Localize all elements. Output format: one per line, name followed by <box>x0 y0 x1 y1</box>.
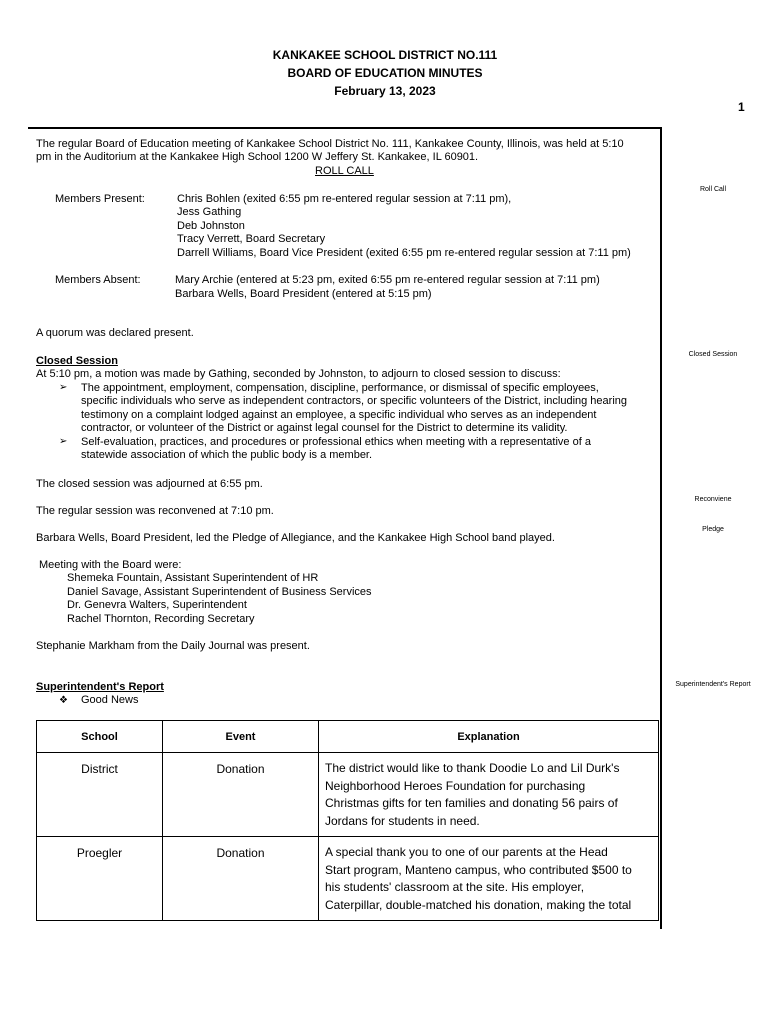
closed-session-reason: statewide association of which the public body is a member. <box>81 449 373 461</box>
cell-event: Donation <box>163 837 319 921</box>
cell-explanation <box>319 753 659 837</box>
explanation-line: Jordans for students in need. <box>325 813 480 828</box>
district-name: KANKAKEE SCHOOL DISTRICT NO.111 <box>272 48 498 62</box>
table-header-row <box>37 721 659 753</box>
margin-note-reconvene: Reconviene <box>694 496 732 503</box>
cell-school: District <box>37 753 163 837</box>
closed-session-motion: At 5:10 pm, a motion was made by Gathing, seconded by Johnston, to adjourn to closed session to discuss: <box>36 368 561 380</box>
adjourned-statement: The closed session was adjourned at 6:55 pm. <box>36 478 263 490</box>
document-title: BOARD OF EDUCATION MINUTES <box>287 66 483 80</box>
good-news-label: Good News <box>81 694 139 706</box>
page-number: 1 <box>738 100 745 114</box>
cell-event: Donation <box>163 753 319 837</box>
closed-session-reason: The appointment, employment, compensation, discipline, performance, or dismissal of specific employees, <box>81 382 599 394</box>
explanation-line: The district would like to thank Doodie Lo and Lil Durk's <box>325 761 620 775</box>
table-row <box>37 753 659 837</box>
margin-note-closed-session: Closed Session <box>688 351 738 358</box>
column-header-explanation: Explanation <box>319 721 659 753</box>
column-header-school: School <box>37 721 163 753</box>
members-present-label: Members Present: <box>55 193 145 205</box>
pledge-statement: Barbara Wells, Board President, led the Pledge of Allegiance, and the Kankakee High School band played. <box>36 532 555 544</box>
column-header-event: Event <box>163 721 319 753</box>
cell-school: Proegler <box>37 837 163 921</box>
press-statement: Stephanie Markham from the Daily Journal was present. <box>36 640 310 652</box>
member-present: Jess Gathing <box>177 206 242 218</box>
margin-note-roll-call: Roll Call <box>699 186 727 193</box>
member-absent: Mary Archie (entered at 5:23 pm, exited 6:55 pm re-entered regular session at 7:11 pm) <box>175 274 600 286</box>
closed-session-reason: testimony on a complaint lodged against an employee, a specific individual who serves as an independent <box>81 409 597 421</box>
meeting-with-label: Meeting with the Board were: <box>39 559 182 571</box>
intro-line-1: The regular Board of Education meeting of Kankakee School District No. 111, Kankakee County, Illinois, was held at 5:10 <box>36 138 624 150</box>
closed-session-reason: contractor, or volunteer of the District or against legal counsel for the District to determine its validity. <box>81 422 568 434</box>
closed-session-heading: Closed Session <box>36 355 118 367</box>
reconvened-statement: The regular session was reconvened at 7:10 pm. <box>36 505 274 517</box>
arrow-bullet-icon: ➢ <box>59 436 68 447</box>
arrow-bullet-icon: ➢ <box>59 382 68 393</box>
member-present: Tracy Verrett, Board Secretary <box>177 233 326 245</box>
meeting-date: February 13, 2023 <box>334 84 436 98</box>
closed-session-reason: Self-evaluation, practices, and procedures or professional ethics when meeting with a representative of a <box>81 436 591 448</box>
margin-divider <box>660 127 662 929</box>
members-absent-label: Members Absent: <box>55 274 141 286</box>
member-present: Chris Bohlen (exited 6:55 pm re-entered regular session at 7:11 pm), <box>177 193 512 205</box>
explanation-line: his students' classroom at the site. His employer, <box>325 880 585 894</box>
margin-note-superintendent: Superintendent's Report <box>675 681 751 688</box>
closed-session-reason: specific individuals who serve as independent contractors, or specific volunteers of the District, including hearing <box>81 395 628 407</box>
staff-member: Dr. Genevra Walters, Superintendent <box>67 599 247 611</box>
quorum-statement: A quorum was declared present. <box>36 327 194 339</box>
explanation-line: Neighborhood Heroes Foundation for purchasing <box>325 778 586 793</box>
cell-explanation <box>319 837 659 921</box>
staff-member: Daniel Savage, Assistant Superintendent of Business Services <box>67 586 372 598</box>
table-row <box>37 837 659 921</box>
good-news-table <box>36 720 659 921</box>
superintendent-report-heading: Superintendent's Report <box>36 681 164 693</box>
diamond-bullet-icon: ❖ <box>59 695 68 706</box>
explanation-line: Start program, Manteno campus, who contributed $500 to <box>325 862 632 877</box>
intro-line-2: pm in the Auditorium at the Kankakee High School 1200 W Jeffery St. Kankakee, IL 60901. <box>36 151 479 163</box>
explanation-line: Caterpillar, double-matched his donation, making the total <box>325 897 632 912</box>
explanation-line: A special thank you to one of our parents at the Head <box>325 845 608 859</box>
roll-call-heading: ROLL CALL <box>315 165 374 177</box>
margin-note-pledge: Pledge <box>702 526 724 533</box>
member-absent: Barbara Wells, Board President (entered at 5:15 pm) <box>175 288 432 300</box>
explanation-line: Christmas gifts for ten families and donating 56 pairs of <box>325 796 618 810</box>
staff-member: Shemeka Fountain, Assistant Superintendent of HR <box>67 572 319 584</box>
member-present: Darrell Williams, Board Vice President (exited 6:55 pm re-entered regular session at 7:11 pm) <box>177 247 631 259</box>
header-divider <box>28 127 662 129</box>
member-present: Deb Johnston <box>177 220 245 232</box>
staff-member: Rachel Thornton, Recording Secretary <box>67 613 255 625</box>
